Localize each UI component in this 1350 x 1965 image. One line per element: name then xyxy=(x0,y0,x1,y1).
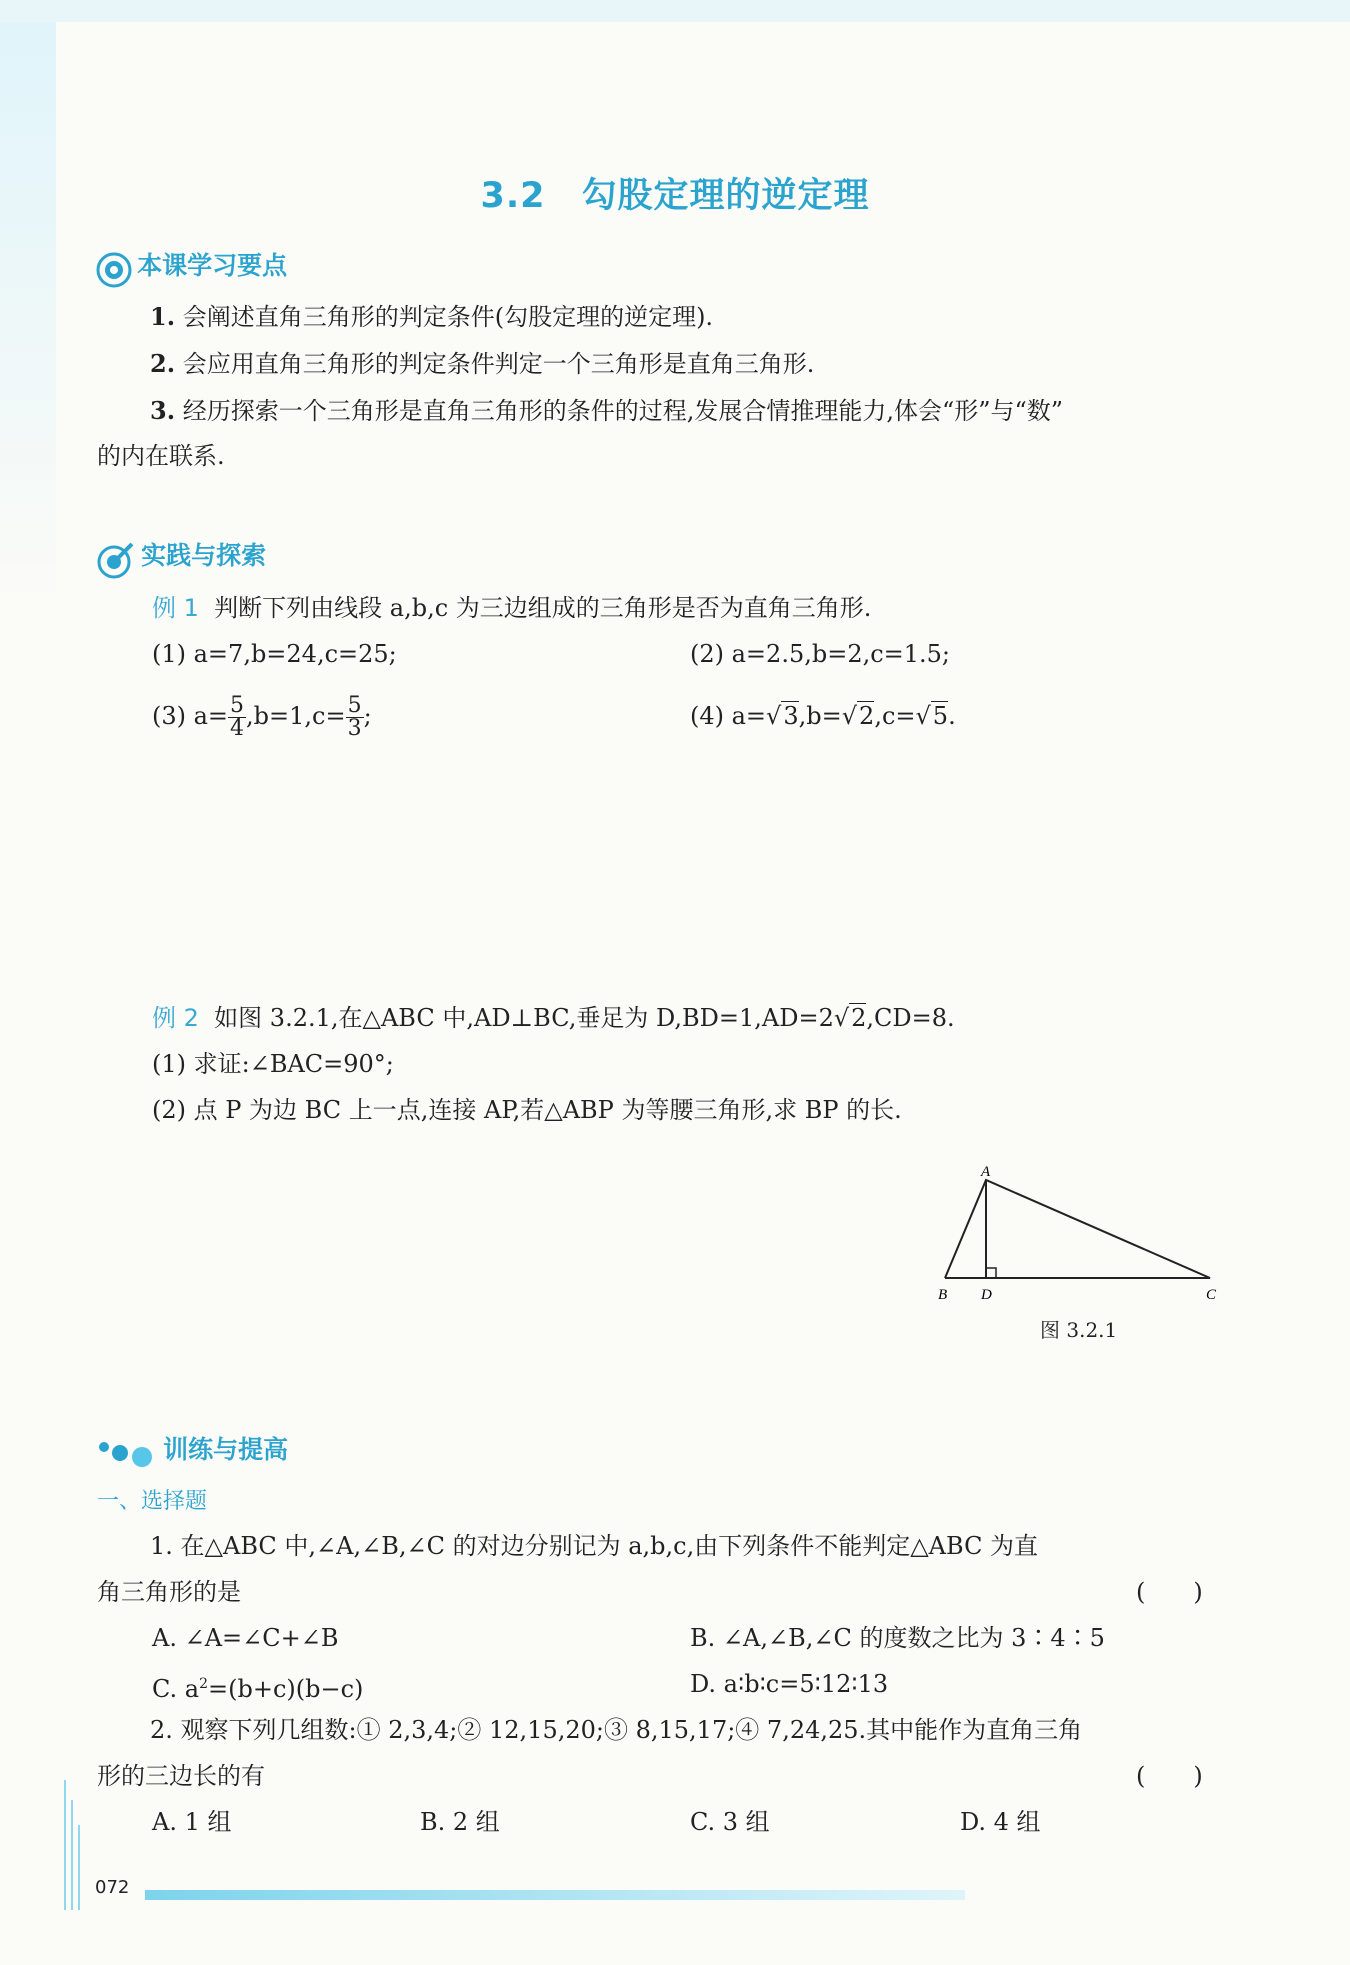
option-c-sup: 2 xyxy=(199,1676,208,1692)
question-1-option-a[interactable]: A. ∠A=∠C+∠B xyxy=(152,1624,339,1652)
example-2-sqrt: 2 xyxy=(851,1004,867,1032)
sqrt-c: 5 xyxy=(932,702,949,730)
example-2-text-a: 如图 3.2.1,在△ABC 中,AD⊥BC,垂足为 D,BD=1,AD=2 xyxy=(214,1004,834,1032)
objective-2 xyxy=(150,350,814,378)
objective-2-num: 2. xyxy=(150,349,176,378)
p3-lead: (3) a= xyxy=(152,702,229,730)
example-1-part-4: (4) a=√3,b=√2,c=√5. xyxy=(690,702,956,730)
label-c: C xyxy=(1206,1287,1217,1303)
question-2-option-b[interactable]: B. 2 组 xyxy=(420,1808,500,1836)
example-2-stem: 例 2 如图 3.2.1,在△ABC 中,AD⊥BC,垂足为 D,BD=1,AD=2√2,CD=8. xyxy=(152,1004,955,1032)
example-2-q1: (1) 求证:∠BAC=90°; xyxy=(152,1050,394,1078)
triangle-abc xyxy=(945,1180,1210,1278)
figure-caption: 图 3.2.1 xyxy=(1040,1318,1118,1342)
p4-c-lead: ,c= xyxy=(874,702,916,730)
page-number: 072 xyxy=(95,1877,130,1898)
arrow-target-icon xyxy=(96,540,136,580)
objective-1 xyxy=(150,303,713,331)
question-2-option-c[interactable]: C. 3 组 xyxy=(690,1808,770,1836)
example-2-q2: (2) 点 P 为边 BC 上一点,连接 AP,若△ABP 为等腰三角形,求 BP 的长. xyxy=(152,1096,902,1124)
p4-end: . xyxy=(948,702,956,730)
fraction-a-den: 4 xyxy=(230,716,245,741)
option-c-lead: C. a xyxy=(152,1675,200,1703)
objective-1-num: 1. xyxy=(150,302,176,331)
triangle-figure xyxy=(930,1160,1230,1310)
sqrt-a: 3 xyxy=(783,702,799,730)
practice-heading-text: 实践与探索 xyxy=(141,541,267,570)
objectives-heading xyxy=(96,246,287,288)
target-icon xyxy=(96,252,132,288)
right-angle-mark xyxy=(986,1268,996,1278)
example-1-part-1: (1) a=7,b=24,c=25; xyxy=(152,640,397,668)
footer-bar xyxy=(145,1890,965,1900)
question-1-option-c[interactable] xyxy=(152,1670,363,1703)
p4-lead: (4) a= xyxy=(690,702,767,730)
page-top-decoration xyxy=(0,0,1350,22)
option-c-rest: =(b+c)(b−c) xyxy=(208,1675,364,1703)
objective-3-cont: 的内在联系. xyxy=(97,442,225,470)
page-corner-decoration xyxy=(0,0,56,600)
objectives-heading-text: 本课学习要点 xyxy=(137,251,288,280)
example-1-label: 例 1 xyxy=(152,594,199,622)
question-2-line-1: 2. 观察下列几组数:① 2,3,4;② 12,15,20;③ 8,15,17;④ 7,24,25.其中能作为直角三角 xyxy=(150,1716,1083,1744)
example-1-text: 判断下列由线段 a,b,c 为三边组成的三角形是否为直角三角形. xyxy=(214,594,872,622)
p3-end: ; xyxy=(363,702,372,730)
question-1-line-1: 1. 在△ABC 中,∠A,∠B,∠C 的对边分别记为 a,b,c,由下列条件不能判定△ABC 为直 xyxy=(150,1532,1039,1560)
training-heading xyxy=(96,1430,288,1471)
fraction-c-den: 3 xyxy=(347,716,362,741)
label-a: A xyxy=(981,1164,991,1180)
question-2-option-d[interactable]: D. 4 组 xyxy=(960,1808,1041,1836)
objective-2-text: 会应用直角三角形的判定条件判定一个三角形是直角三角形. xyxy=(182,350,815,378)
p4-b-lead: ,b= xyxy=(798,702,842,730)
label-d: D xyxy=(981,1287,992,1303)
fraction-a xyxy=(228,695,246,740)
question-2-option-a[interactable]: A. 1 组 xyxy=(152,1808,232,1836)
label-b: B xyxy=(938,1287,948,1303)
example-1-stem xyxy=(152,594,871,622)
sqrt-b: 2 xyxy=(859,702,875,730)
fraction-c xyxy=(346,695,364,740)
dots-icon xyxy=(96,1437,158,1471)
question-1-option-d[interactable]: D. a∶b∶c=5∶12∶13 xyxy=(690,1670,889,1698)
practice-heading xyxy=(96,536,266,580)
section-number: 3.2 xyxy=(480,176,546,216)
page-title xyxy=(0,168,1350,218)
objective-1-text: 会阐述直角三角形的判定条件(勾股定理的逆定理). xyxy=(182,303,714,331)
example-1-part-2: (2) a=2.5,b=2,c=1.5; xyxy=(690,640,951,668)
question-1-option-b[interactable]: B. ∠A,∠B,∠C 的度数之比为 3∶4∶5 xyxy=(690,1624,1105,1652)
p3-mid: ,b=1,c= xyxy=(246,702,346,730)
fraction-c-num: 5 xyxy=(347,693,362,718)
choice-section-title: 一、选择题 xyxy=(97,1489,208,1514)
question-2-answer-blank[interactable]: ( ) xyxy=(1136,1762,1203,1790)
training-heading-text: 训练与提高 xyxy=(163,1435,289,1464)
objective-3-text: 经历探索一个三角形是直角三角形的条件的过程,发展合情推理能力,体会“形”与“数” xyxy=(182,397,1064,425)
example-2-label: 例 2 xyxy=(152,1004,199,1032)
question-1-answer-blank[interactable]: ( ) xyxy=(1136,1578,1203,1606)
objective-3-num: 3. xyxy=(150,396,176,425)
fraction-a-num: 5 xyxy=(230,693,245,718)
question-1-line-2: 角三角形的是 xyxy=(97,1578,241,1606)
objective-3 xyxy=(150,397,1063,425)
question-2-line-2: 形的三边长的有 xyxy=(97,1762,265,1790)
section-title: 勾股定理的逆定理 xyxy=(581,176,870,216)
example-1-part-3 xyxy=(152,686,372,746)
footer-lines-decoration xyxy=(62,1780,86,1910)
example-2-text-b: ,CD=8. xyxy=(866,1004,955,1032)
